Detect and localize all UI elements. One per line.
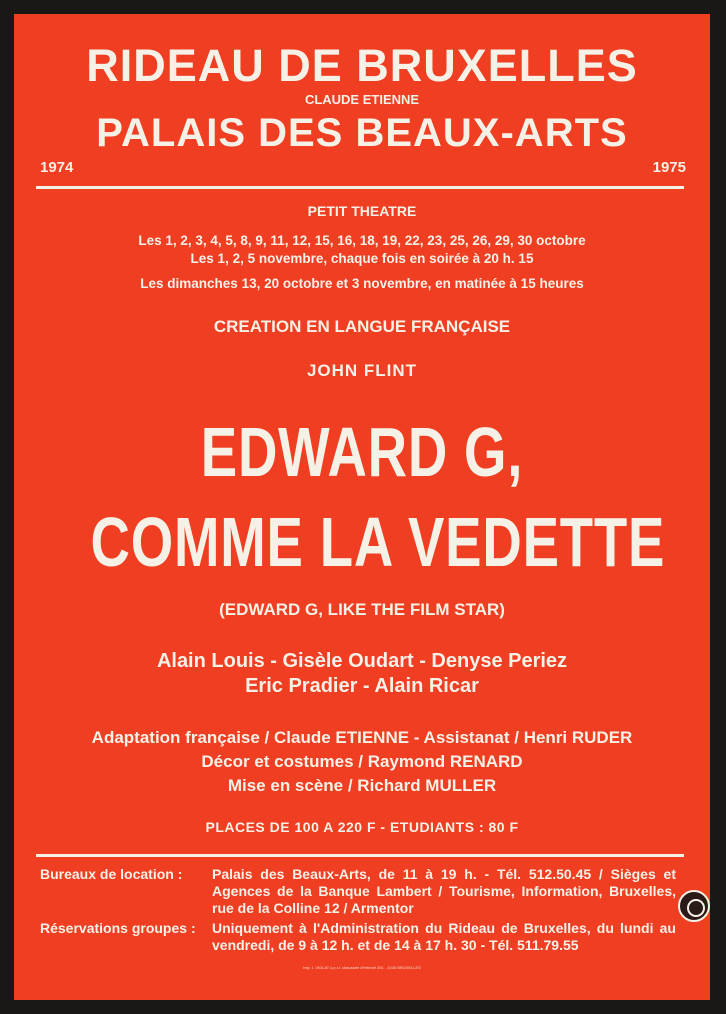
play-subtitle: (EDWARD G, LIKE THE FILM STAR) [219, 600, 505, 619]
booking-text: Palais des Beaux-Arts, de 11 à 19 h. - Tél. 512.50.45 / Sièges et Agences de la Banque Lambert / Tourisme, Information, Bruxelles, rue de la Colline 12 / Armentor [212, 866, 676, 916]
play-title-line1: EDWARD G, [200, 413, 524, 491]
bottom-divider [36, 854, 684, 857]
play-title-line2: COMME LA VEDETTE [90, 503, 666, 581]
director-name: CLAUDE ETIENNE [304, 92, 420, 107]
poster [14, 14, 710, 1000]
cast-line1: Alain Louis - Gisèle Oudart - Denyse Periez [156, 650, 568, 672]
cast-line2: Eric Pradier - Alain Ricar [245, 675, 479, 697]
credits-adaptation: Adaptation française / Claude ETIENNE - Assistanat / Henri RUDER [91, 728, 633, 747]
top-divider [36, 186, 684, 189]
creation-note: CREATION EN LANGUE FRANÇAISE [213, 317, 511, 336]
groups-label: Réservations groupes : [40, 920, 196, 936]
credits-direction: Mise en scène / Richard MULLER [227, 776, 497, 795]
printer-imprint: Imp. I. VIGLAT s.p.r.l. chaussée d'Helmet 201 - 1030 BRUXELLES [303, 965, 421, 970]
hall-name: PETIT THEATRE [307, 203, 417, 219]
groups-text: Uniquement à l'Administration du Rideau de Bruxelles, du lundi au vendredi, de 9 à 12 h. et de 14 à 17 h. 30 - Tél. 511.79.55 [212, 920, 676, 953]
season-start-year: 1974 [40, 159, 74, 176]
matinee-dates: Les dimanches 13, 20 octobre et 3 novembre, en matinée à 15 heures [140, 276, 584, 291]
venue-name: PALAIS DES BEAUX-ARTS [96, 111, 628, 155]
booking-label: Bureaux de location : [40, 866, 183, 882]
season-end-year: 1975 [652, 159, 686, 176]
theatre-name: RIDEAU DE BRUXELLES [86, 40, 638, 91]
performance-dates: Les 1, 2, 3, 4, 5, 8, 9, 11, 12, 15, 16, 18, 19, 22, 23, 25, 26, 29, 30 octobre [138, 233, 586, 248]
credits-set-costumes: Décor et costumes / Raymond RENARD [201, 752, 523, 771]
booking-info [40, 866, 690, 918]
playwright: JOHN FLINT [306, 361, 418, 380]
november-dates: Les 1, 2, 5 novembre, chaque fois en soirée à 20 h. 15 [190, 251, 534, 266]
group-reservations [40, 920, 690, 956]
seal-stamp-icon [678, 890, 710, 922]
ticket-prices: PLACES DE 100 A 220 F - ETUDIANTS : 80 F [205, 819, 519, 835]
